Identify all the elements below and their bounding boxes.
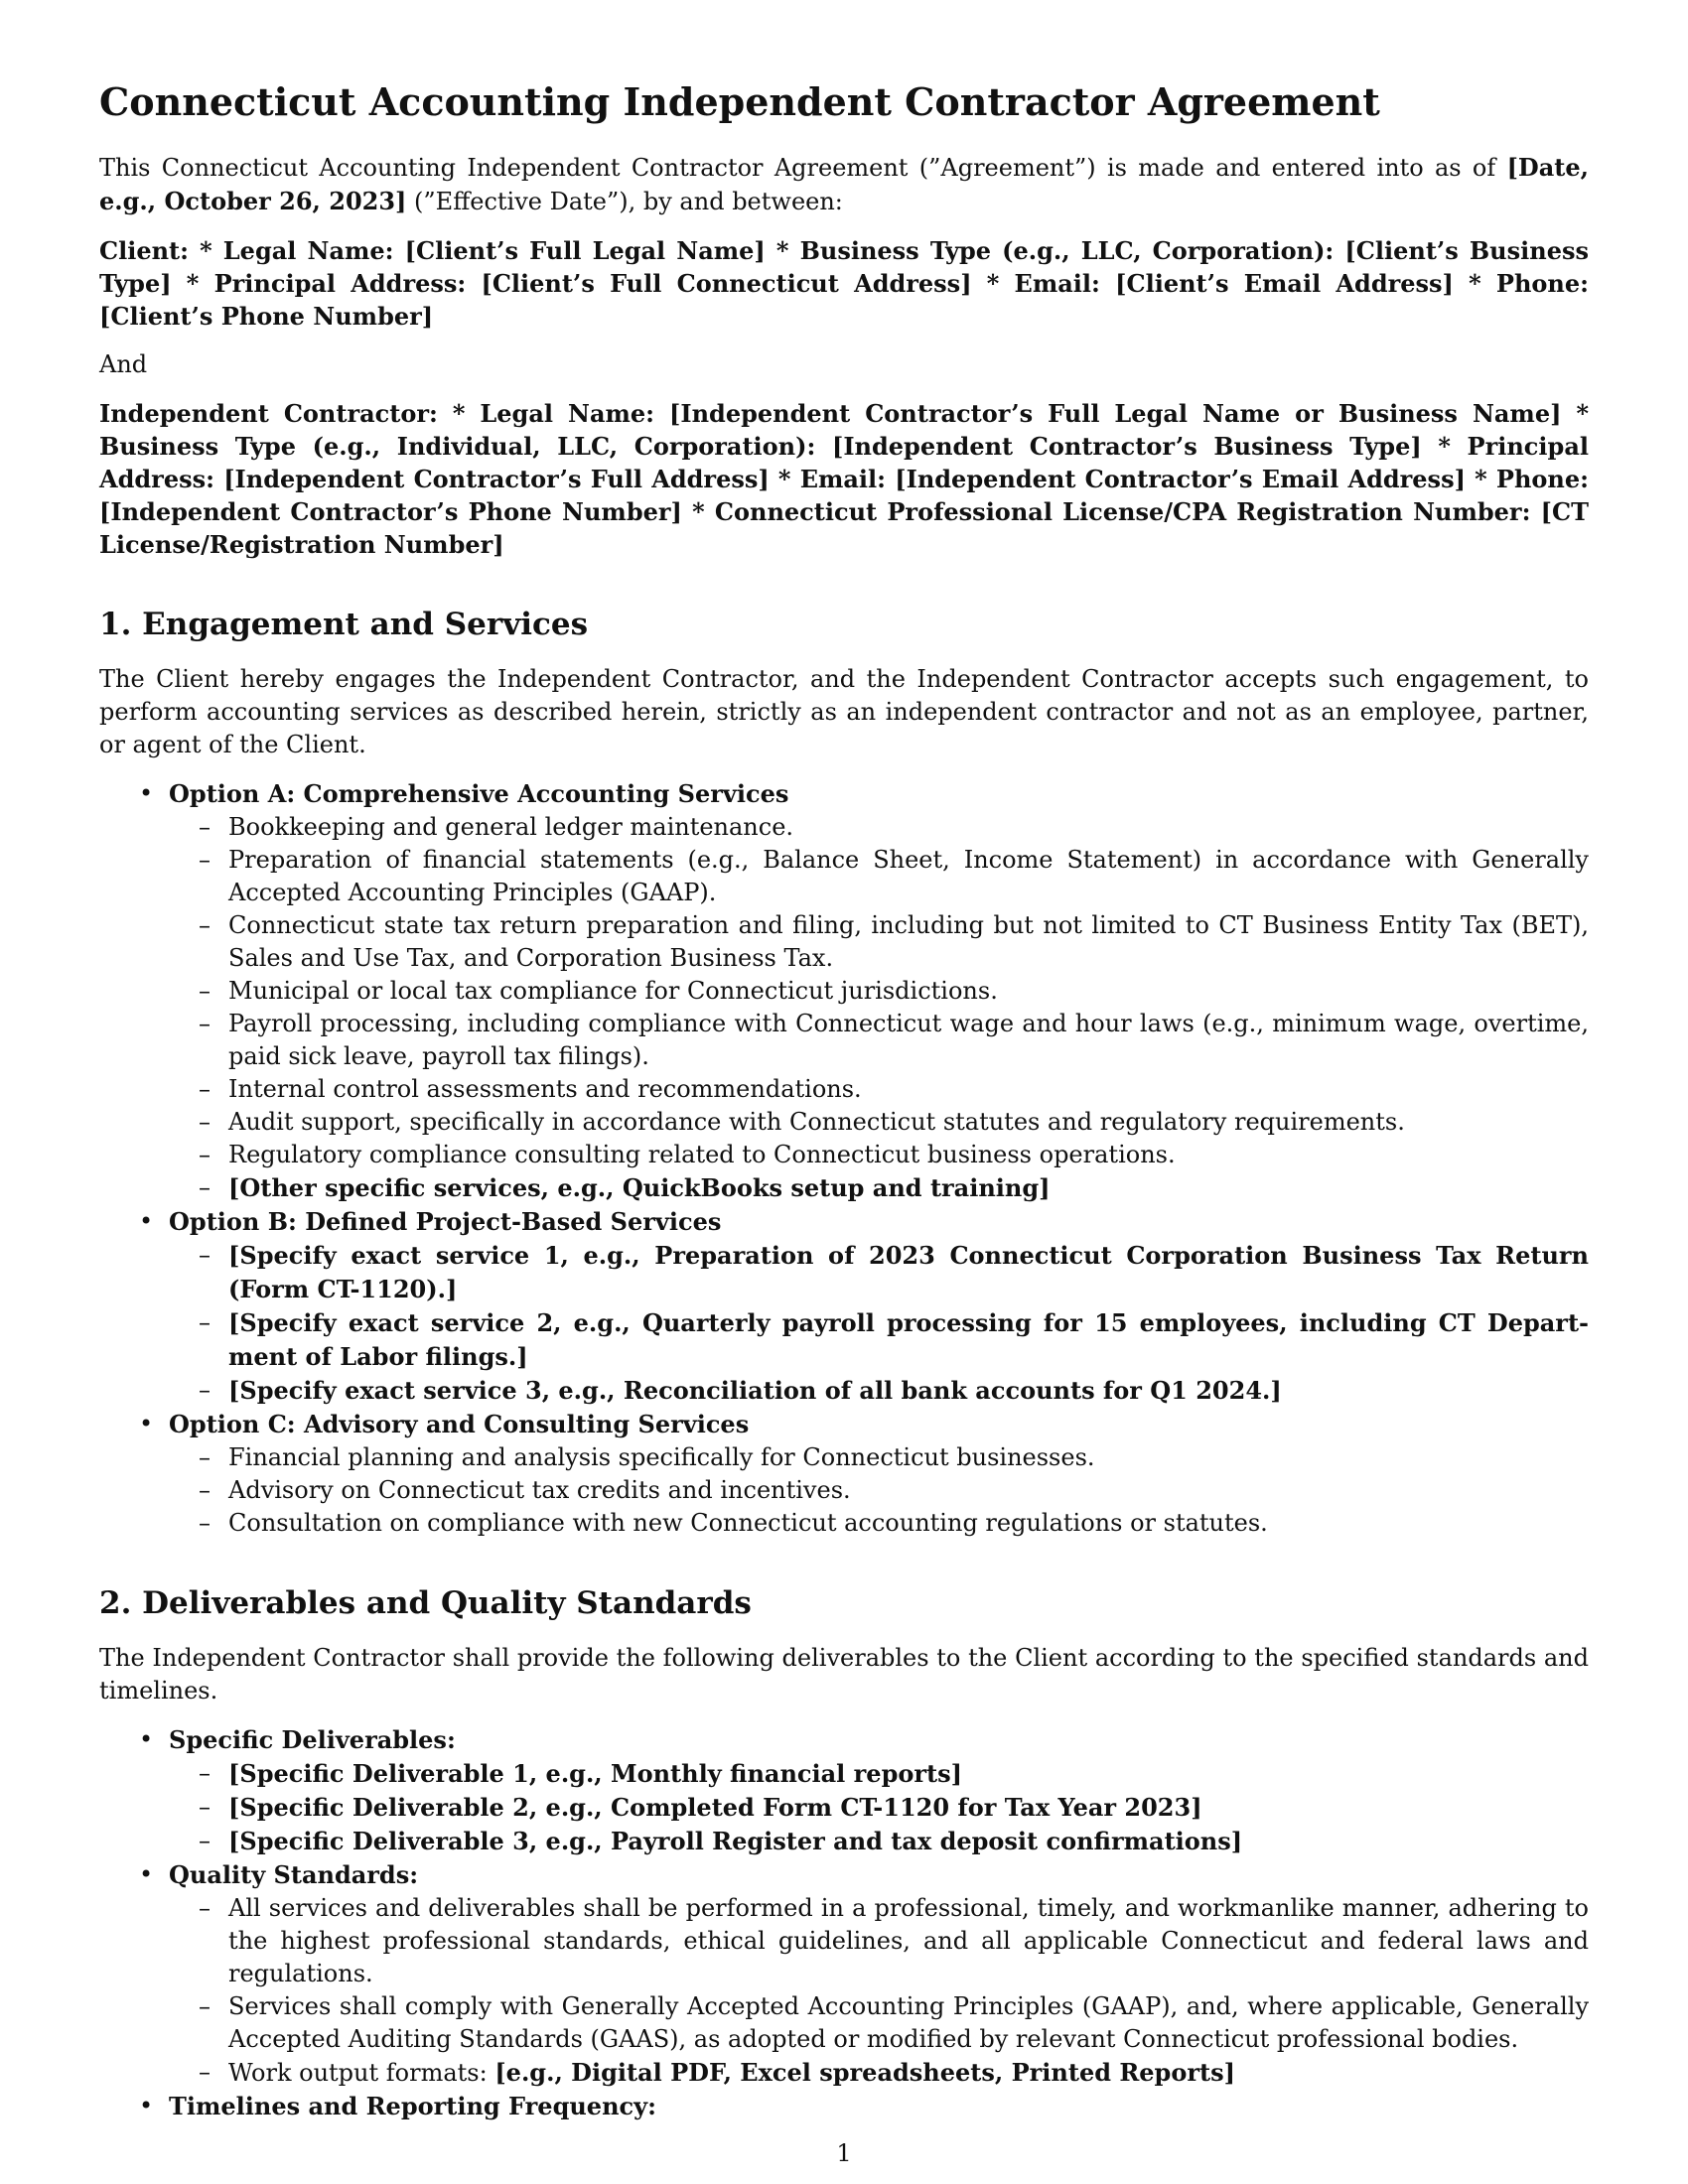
list-item-text: Work output formats: [228,2058,495,2087]
intro-paragraph [99,151,1589,218]
dash-icon: – [199,1893,211,1922]
option-b [99,1205,1589,1408]
deliverables-list [99,1723,1589,2123]
list-item-text: [Specify exact service 2, e.g., Quarterly payroll processing for 15 employees, including CT Depart-ment of Labor filings.] [228,1307,1589,1371]
list-item [169,2056,1589,2090]
specific-deliverables-label: Specific Deliverables: [169,1724,456,1754]
list-item-text: Bookkeeping and general ledger maintenance. [228,812,794,841]
list-item-text: Internal control assessments and recommendations. [228,1074,862,1103]
list-item [169,1374,1589,1408]
client-details: Client: * Legal Name: [Client’s Full Legal Name] * Business Type (e.g., LLC, Corporation): [Client’s Business Type] * Principal Address: [Client’s Full Connecticut Address] * Email: [Client’s Email Address] * Phone: [Client’s Phone Number] [99,235,1589,331]
list-item [169,1892,1589,1990]
list-item [169,1171,1589,1205]
list-item-text: [Specify exact service 3, e.g., Reconciliation of all bank accounts for Q1 2024.] [228,1375,1282,1405]
option-a-items [169,811,1589,1205]
list-item [169,1106,1589,1139]
document-page [99,79,1589,2123]
list-item-text: Regulatory compliance consulting related to Connecticut business operations. [228,1140,1176,1168]
option-a-label: Option A: Comprehensive Accounting Services [169,778,789,808]
list-item [169,811,1589,844]
bullet-icon: • [139,2091,154,2119]
list-item [169,909,1589,975]
list-item-text: Services shall comply with Generally Accepted Accounting Principles (GAAP), and, where applicable, Generally Accepted Auditing Standards (GAAS), as adopted or modified by relevant Connecticut professional bodies. [228,1991,1589,2053]
specific-deliverables-items [169,1757,1589,1858]
list-item-text: Connecticut state tax return preparation and filing, including but not limited to CT Business Entity Tax (BET), Sales and Use Tax, and Corporation Business Tax. [228,910,1589,972]
list-item [169,1990,1589,2056]
dash-icon: – [199,1991,211,2020]
dash-icon: – [199,1375,211,1404]
effective-date-placeholder: [Date, e.g., October 26, 2023] [99,152,1589,215]
list-item-text: Preparation of financial statements (e.g., Balance Sheet, Income Statement) in accordance with Generally Accepted Accounting Principles (GAAP). [228,845,1589,906]
section-2-body: The Independent Contractor shall provide the following deliverables to the Client according to the specified standards and timelines. [99,1643,1589,1705]
option-c-items [169,1441,1589,1540]
dash-icon: – [199,1442,211,1471]
section-2-heading: 2. Deliverables and Quality Standards [99,1584,752,1621]
timelines-reporting [99,2090,1589,2123]
list-item [169,1825,1589,1858]
services-options-list [99,777,1589,1540]
dash-icon: – [199,1240,211,1269]
list-item-text: Municipal or local tax compliance for Connecticut jurisdictions. [228,976,998,1005]
dash-icon: – [199,1792,211,1821]
list-item-text: [Specific Deliverable 1, e.g., Monthly financial reports] [228,1758,962,1788]
list-item [169,975,1589,1008]
dash-icon: – [199,1074,211,1103]
list-item-text: All services and deliverables shall be performed in a professional, timely, and workmanlike manner, adhering to the highest professional standards, ethical guidelines, and all applicable Connecticut and federal laws and regulations. [228,1893,1589,1987]
dash-icon: – [199,812,211,841]
dash-icon: – [199,1107,211,1136]
list-item [169,844,1589,909]
section-1-body: The Client hereby engages the Independent Contractor, and the Independent Contractor accepts such engagement, to perform accounting services as described herein, strictly as an independent contractor and not as an employee, partner, or agent of the Client. [99,664,1589,758]
dash-icon: – [199,1172,211,1201]
contractor-details: Independent Contractor: * Legal Name: [Independent Contractor’s Full Legal Name or Business Name] * Business Type (e.g., Individual, LLC, Corporation): [Independent Contractor’s Business Type] * Principal Address: [Independent Contractor’s Full Address] * Email: [Independent Contractor’s Email Address] * Phone: [Independent Contractor’s Phone Number] * Connecticut Professional License/CPA Registration Number: [CT License/Registration Number] [99,398,1589,559]
dash-icon: – [199,1307,211,1336]
option-a [99,777,1589,1205]
specific-deliverables [99,1723,1589,1858]
quality-standards-items [169,1892,1589,2090]
quality-standards [99,1858,1589,2090]
list-item [169,1791,1589,1825]
list-item [169,1139,1589,1171]
list-item [169,1757,1589,1791]
dash-icon: – [199,1508,211,1537]
timelines-label: Timelines and Reporting Frequency: [169,2091,656,2120]
list-item-text: Financial planning and analysis specifically for Connecticut businesses. [228,1442,1095,1471]
page-number: 1 [836,2139,852,2167]
bullet-icon: • [139,1724,154,1753]
list-item-text: Payroll processing, including compliance with Connecticut wage and hour laws (e.g., minimum wage, overtime, paid sick leave, payroll tax filings). [228,1009,1589,1070]
list-item [169,1073,1589,1106]
list-item-text: [Specify exact service 1, e.g., Preparation of 2023 Connecticut Corporation Business Tax Return (Form CT-1120).] [228,1240,1589,1303]
dash-icon: – [199,1009,211,1037]
and-text: And [99,349,148,378]
dash-icon: – [199,2057,211,2086]
list-item [169,1441,1589,1474]
list-item [169,1507,1589,1540]
bullet-icon: • [139,778,154,807]
list-item [169,1306,1589,1374]
option-c [99,1408,1589,1540]
bullet-icon: • [139,1859,154,1888]
list-item-text: [Specific Deliverable 2, e.g., Completed Form CT-1120 for Tax Year 2023] [228,1792,1202,1822]
bullet-icon: • [139,1206,154,1235]
list-item-text: [Specific Deliverable 3, e.g., Payroll Register and tax deposit confirmations] [228,1826,1243,1855]
list-item [169,1239,1589,1306]
list-item-text: Advisory on Connecticut tax credits and incentives. [228,1475,851,1504]
dash-icon: – [199,1140,211,1168]
intro-text: This Connecticut Accounting Independent Contractor Agreement (”Agreement”) is made and entered into as of [99,153,1507,182]
intro-text-end: (”Effective Date”), by and between: [406,187,843,215]
document-title: Connecticut Accounting Independent Contractor Agreement [99,79,1380,124]
list-item-text: [Other specific services, e.g., QuickBooks setup and training] [228,1172,1051,1202]
quality-standards-label: Quality Standards: [169,1859,419,1889]
dash-icon: – [199,1758,211,1787]
list-item-text: Audit support, specifically in accordance with Connecticut statutes and regulatory requirements. [228,1107,1405,1136]
dash-icon: – [199,1826,211,1854]
dash-icon: – [199,910,211,939]
dash-icon: – [199,845,211,874]
list-item [169,1008,1589,1073]
section-1-heading: 1. Engagement and Services [99,606,589,642]
dash-icon: – [199,1475,211,1504]
bullet-icon: • [139,1409,154,1437]
option-c-label: Option C: Advisory and Consulting Services [169,1409,750,1438]
work-output-formats-placeholder: [e.g., Digital PDF, Excel spreadsheets, Printed Reports] [494,2057,1235,2087]
option-b-items [169,1239,1589,1408]
list-item [169,1474,1589,1507]
dash-icon: – [199,976,211,1005]
list-item-text: Consultation on compliance with new Connecticut accounting regulations or statutes. [228,1508,1268,1537]
option-b-label: Option B: Defined Project-Based Services [169,1206,722,1236]
